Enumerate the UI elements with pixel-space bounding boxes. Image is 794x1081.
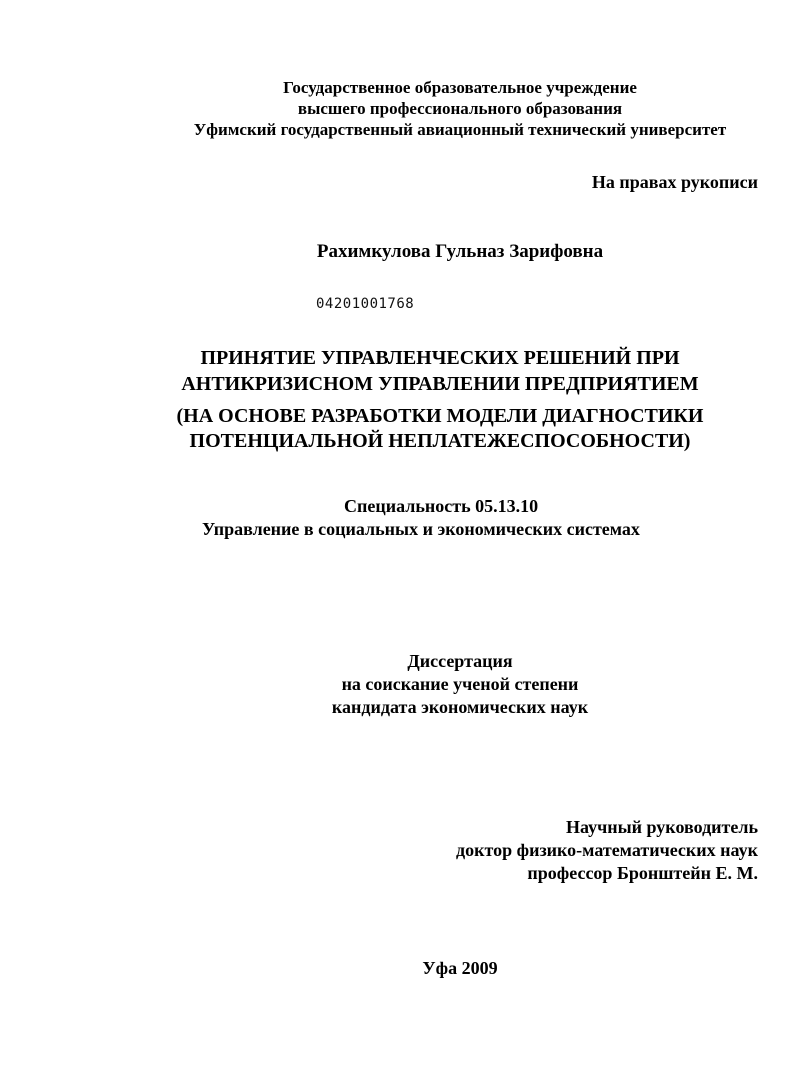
title-line-4: ПОТЕНЦИАЛЬНОЙ НЕПЛАТЕЖЕСПОСОБНОСТИ) xyxy=(189,430,691,452)
title-line-2: АНТИКРИЗИСНОМ УПРАВЛЕНИИ ПРЕДПРИЯТИЕМ xyxy=(181,373,699,395)
dissertation-degree-line: на соискание ученой степени xyxy=(341,674,579,694)
supervisor-label: Научный руководитель xyxy=(566,817,758,837)
supervisor-degree: доктор физико-математических наук xyxy=(456,840,758,860)
author-name: Рахимкулова Гульназ Зарифовна xyxy=(316,241,604,262)
place-year: Уфа 2009 xyxy=(422,958,498,978)
specialty-name: Управление в социальных и экономических системах xyxy=(202,519,640,539)
rights-note: На правах рукописи xyxy=(591,172,758,192)
title-line-1: ПРИНЯТИЕ УПРАВЛЕНЧЕСКИХ РЕШЕНИЙ ПРИ xyxy=(200,347,680,369)
institution-line-1: Государственное образовательное учреждение xyxy=(283,78,637,97)
registration-number-stamp: 04201001768 xyxy=(316,296,415,312)
dissertation-field-line: кандидата экономических наук xyxy=(331,697,589,717)
dissertation-label: Диссертация xyxy=(407,651,513,671)
specialty-code: Специальность 05.13.10 xyxy=(344,496,539,516)
institution-line-3: Уфимский государственный авиационный технический университет xyxy=(193,120,727,139)
supervisor-name: профессор Бронштейн Е. М. xyxy=(527,863,758,883)
institution-line-2: высшего профессионального образования xyxy=(297,99,623,118)
title-line-3: (НА ОСНОВЕ РАЗРАБОТКИ МОДЕЛИ ДИАГНОСТИКИ xyxy=(176,405,704,427)
